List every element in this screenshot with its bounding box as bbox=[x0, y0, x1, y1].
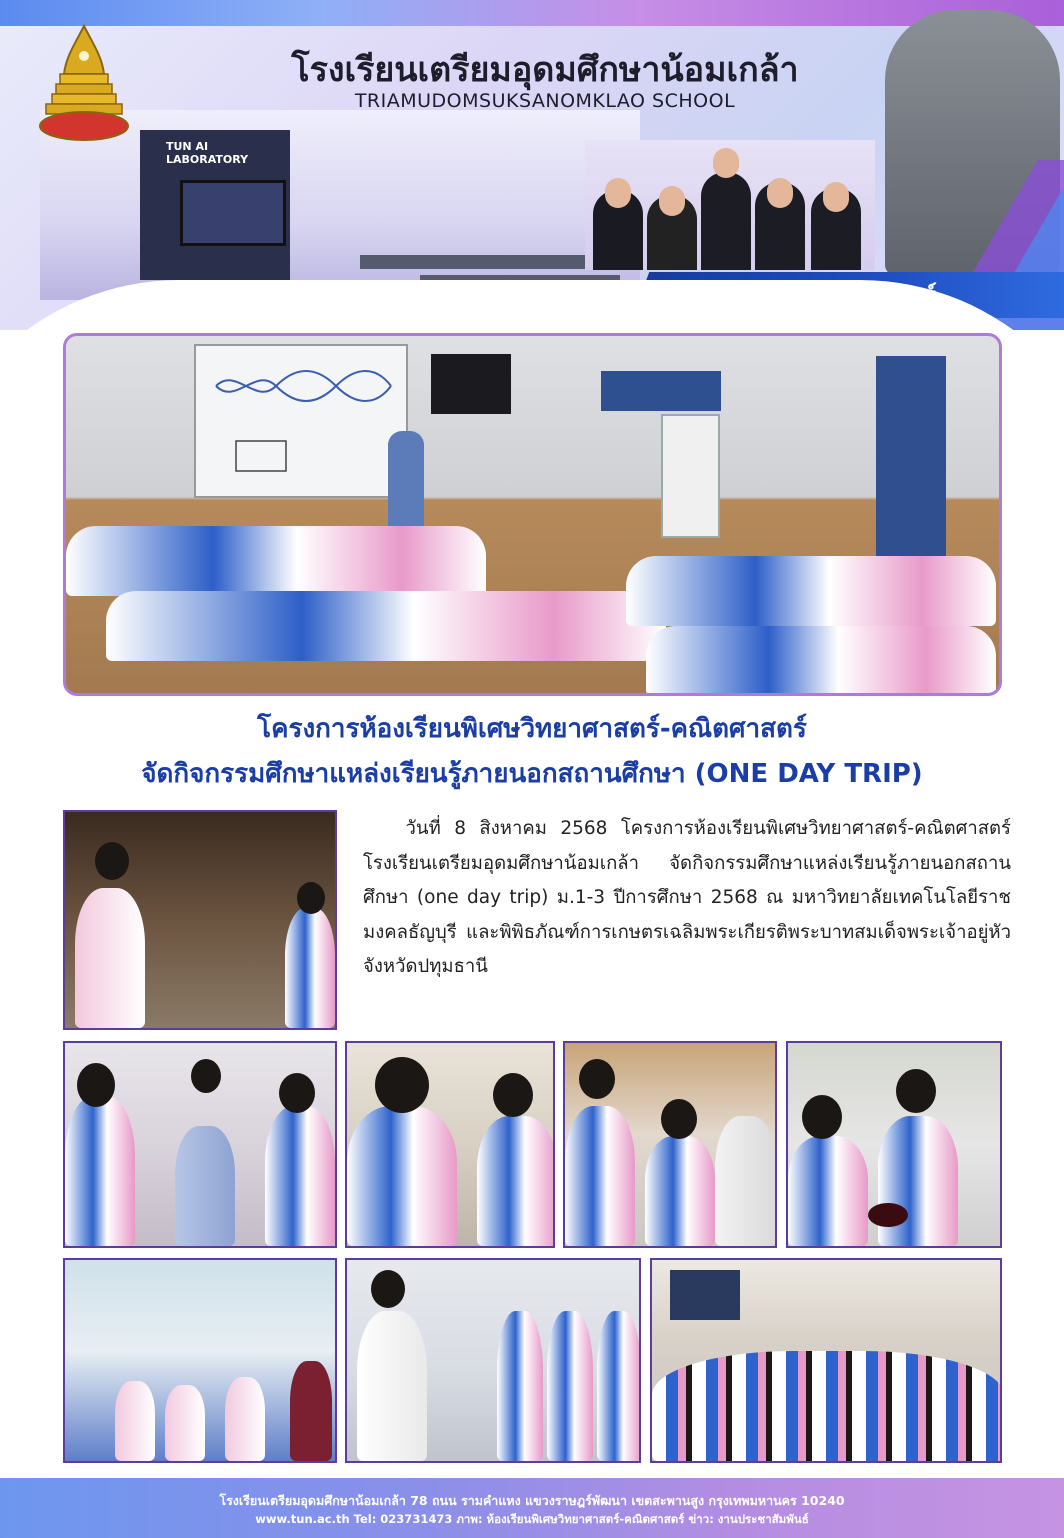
activity-photo-3 bbox=[345, 1041, 555, 1248]
student-figure bbox=[165, 1385, 205, 1461]
staff-figure bbox=[290, 1361, 332, 1461]
lab-desk bbox=[360, 255, 590, 269]
school-name-thai: โรงเรียนเตรียมอุดมศึกษาน้อมเกล้า bbox=[291, 50, 799, 90]
article-title-line2: จัดกิจกรรมศึกษาแหล่งเรียนรู้ภายนอกสถานศึกษา (ONE DAY TRIP) bbox=[141, 759, 923, 789]
window-curtain bbox=[601, 371, 721, 411]
student-head bbox=[375, 1057, 429, 1113]
staff-group-photo bbox=[585, 140, 875, 270]
school-name-english: TRIAMUDOMSUKSANOMKLAO SCHOOL bbox=[354, 90, 736, 112]
student-head bbox=[297, 882, 325, 914]
student-row bbox=[66, 526, 486, 596]
student-head bbox=[493, 1073, 533, 1117]
student-head bbox=[579, 1059, 615, 1099]
museum-activity-photo bbox=[63, 810, 337, 1030]
lab-coat-figure bbox=[357, 1311, 427, 1461]
activity-photo-4 bbox=[563, 1041, 777, 1248]
seated-students bbox=[652, 1351, 1002, 1461]
teacher-head bbox=[191, 1059, 221, 1093]
student-figure bbox=[497, 1311, 543, 1461]
student-figure bbox=[115, 1381, 155, 1461]
student-figure bbox=[65, 1096, 135, 1246]
staff-face bbox=[659, 186, 685, 216]
lab-sign: TUN AI LABORATORY bbox=[166, 140, 249, 166]
article-title-line1: โครงการห้องเรียนพิเศษวิทยาศาสตร์-คณิตศาสตร์ bbox=[257, 714, 807, 744]
person-head bbox=[95, 842, 129, 880]
footer-contact: www.tun.ac.th Tel: 023731473 ภาพ: ห้องเรียนพิเศษวิทยาศาสตร์-คณิตศาสตร์ ข่าว: งานประชาสัมพันธ์ bbox=[255, 1512, 809, 1526]
wall-tv bbox=[431, 354, 511, 414]
staff-face bbox=[713, 148, 739, 178]
teacher-figure bbox=[715, 1116, 777, 1246]
student-figure bbox=[597, 1311, 641, 1461]
footer-address: โรงเรียนเตรียมอุดมศึกษาน้อมเกล้า 78 ถนน รามคำแหง แขวงราษฎร์พัฒนา เขตสะพานสูง กรุงเทพมหานคร 10240 bbox=[219, 1493, 845, 1508]
student-figure bbox=[285, 908, 335, 1028]
student-head bbox=[279, 1073, 315, 1113]
student-figure bbox=[788, 1136, 868, 1246]
student-head bbox=[77, 1063, 115, 1107]
teacher-figure bbox=[175, 1126, 235, 1246]
student-figure bbox=[547, 1311, 593, 1461]
projector-screen bbox=[194, 344, 408, 498]
projected-diagram bbox=[196, 346, 402, 492]
window-curtain bbox=[876, 356, 946, 566]
student-row bbox=[646, 626, 996, 696]
main-classroom-photo bbox=[63, 333, 1002, 696]
student-row bbox=[626, 556, 996, 626]
activity-photo-8 bbox=[650, 1258, 1002, 1463]
person-figure bbox=[75, 888, 145, 1028]
student-head bbox=[802, 1095, 842, 1139]
school-logo bbox=[36, 22, 132, 144]
activity-photo-5 bbox=[786, 1041, 1002, 1248]
activity-photo-6 bbox=[63, 1258, 337, 1463]
student-figure bbox=[565, 1106, 635, 1246]
staff-face bbox=[823, 182, 849, 212]
article-body: วันที่ 8 สิงหาคม 2568 โครงการห้องเรียนพิเศษวิทยาศาสตร์-คณิตศาสตร์ โรงเรียนเตรียมอุดมศึกษาน้อมเกล้า จัดกิจกรรมศึกษาแหล่งเรียนรู้ภายนอกสถานศึกษา (one day trip) ม.1-3 ปีการศึกษา 2568 ณ มหาวิทยาลัยเทคโนโลยีราชมงคลธัญบุรี และพิพิธภัณฑ์การเกษตรเฉลิมพระเกียรติพระบาทสมเด็จพระเจ้าอยู่หัว จังหวัดปทุมธานี bbox=[363, 818, 1011, 977]
activity-photo-2 bbox=[63, 1041, 337, 1248]
student-head bbox=[896, 1069, 936, 1113]
classroom-door bbox=[661, 414, 720, 538]
student-figure bbox=[265, 1106, 335, 1246]
staff-face bbox=[605, 178, 631, 208]
person-head bbox=[371, 1270, 405, 1308]
student-figure bbox=[347, 1106, 457, 1246]
activity-photo-7 bbox=[345, 1258, 641, 1463]
student-head bbox=[661, 1099, 697, 1139]
staff-face bbox=[767, 178, 793, 208]
student-figure bbox=[645, 1136, 715, 1246]
presentation-screen bbox=[670, 1270, 740, 1320]
student-figure bbox=[225, 1377, 265, 1461]
lab-screen bbox=[180, 180, 286, 246]
staff-person bbox=[701, 172, 751, 270]
dye-bowl bbox=[868, 1203, 908, 1227]
student-row bbox=[106, 591, 666, 661]
student-figure bbox=[477, 1116, 555, 1246]
top-gradient-stripe bbox=[0, 0, 1064, 26]
